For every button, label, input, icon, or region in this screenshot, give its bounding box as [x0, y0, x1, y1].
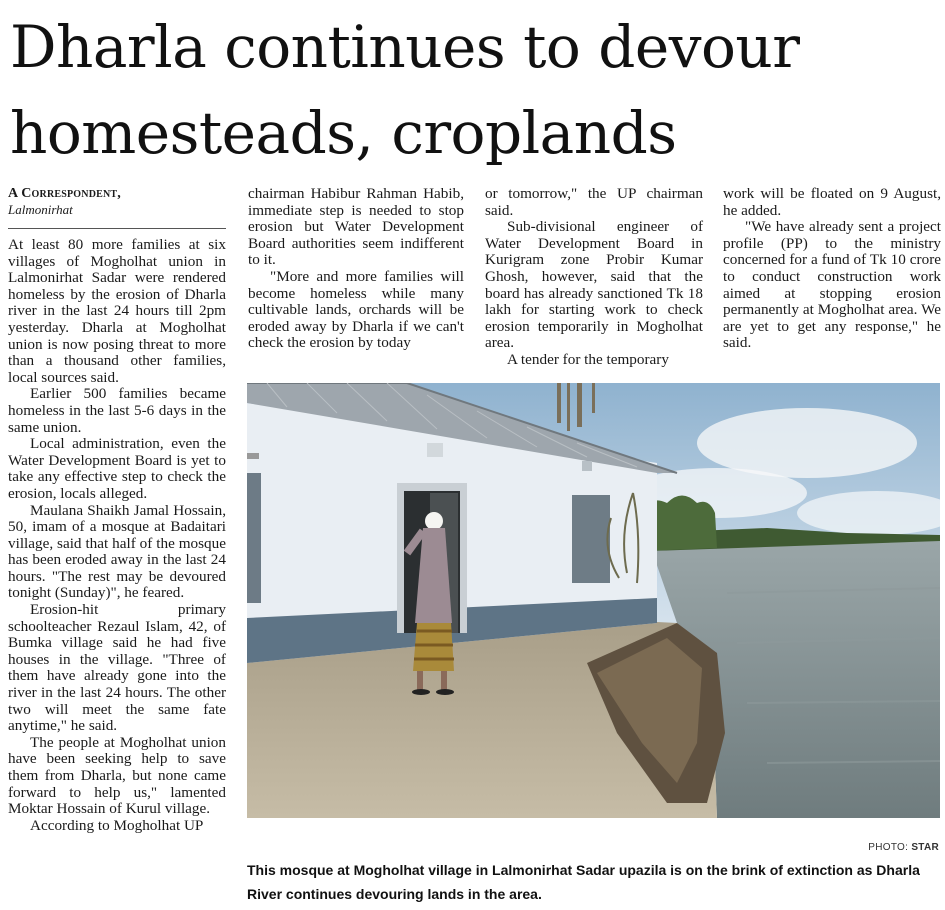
article-paragraph: The people at Mogholhat union have been seeking help to save them from Dharla, but none came forward to help us," lamented Moktar Hossain of Kurul village. [8, 733, 226, 818]
byline-divider [8, 228, 226, 229]
photo-credit-source: STAR [911, 842, 939, 853]
photo-caption: This mosque at Mogholhat village in Lalmonirhat Sadar upazila is on the brink of extinction as Dharla River continues devouring lands in the area. [247, 862, 920, 902]
article-paragraph: A tender for the temporary [507, 350, 669, 368]
article-paragraph: According to Mogholhat UP [30, 816, 204, 834]
byline [8, 186, 226, 217]
article-column-1 [8, 237, 226, 834]
byline-place: Lalmonirhat [8, 202, 73, 217]
article-paragraph: Maulana Shaikh Jamal Hossain, 50, imam of a mosque at Badaitari village, said that half of the mosque has been eroded away in the last 24 hours. "The rest may be devoured tonight (Sunday)", he feared. [8, 501, 226, 602]
mosque-riverbank-photo [247, 383, 940, 818]
headline-line-2: homesteads, croplands [10, 99, 677, 167]
photo-credit-label: PHOTO: [868, 842, 909, 853]
article-paragraph: Local administration, even the Water Development Board is yet to take any effective step to check the erosion, locals alleged. [8, 435, 226, 502]
article-paragraph: Earlier 500 families became homeless in the last 5-6 days in the same union. [8, 385, 226, 436]
article-column-3 [485, 186, 703, 369]
article-paragraph: Erosion-hit primary schoolteacher Rezaul Islam, 42, of Bumka village said he had five houses in the village. "Three of them have already gone into the river in the last 24 hours. The other two will meet the same fate anytime," he said. [8, 601, 226, 735]
article-paragraph: Sub-divisional engineer of Water Development Board in Kurigram zone Probir Kumar Ghosh, however, said that the board has already sanctioned Tk 18 lakh for starting work to check erosion temporarily in Mogholhat area. [485, 218, 703, 352]
article-paragraph: "More and more families will become homeless while many cultivable lands, orchards will be eroded away by Dharla if we can't check the erosion by today [248, 267, 464, 352]
article-column-4 [723, 186, 941, 352]
article-column-2 [248, 186, 464, 352]
article-paragraph: "We have already sent a project profile (PP) to the ministry concerned for a fund of Tk 10 crore to conduct construction work aimed at stopping erosion permanently at Mogholhat area. We are yet to get any response," he said. [723, 218, 941, 352]
article-paragraph: work will be floated on 9 August, he added. [723, 185, 941, 219]
byline-name: A Correspondent, [8, 186, 121, 201]
headline-line-1: Dharla continues to devour [10, 13, 800, 81]
photo-credit [868, 842, 939, 853]
article-paragraph: chairman Habibur Rahman Habib, immediate step is needed to stop erosion but Water Development Board authorities seem indifferent to it. [248, 185, 464, 269]
article-paragraph: At least 80 more families at six villages of Mogholhat union in Lalmonirhat Sadar were rendered homeless by the erosion of Dharla river in the last 24 hours till 2pm yesterday. Dharla at Mogholhat union is now posing threat to more than a thousand other families, local sources said. [8, 236, 226, 386]
headline [10, 4, 940, 176]
article-paragraph: or tomorrow," the UP chairman said. [485, 185, 703, 219]
